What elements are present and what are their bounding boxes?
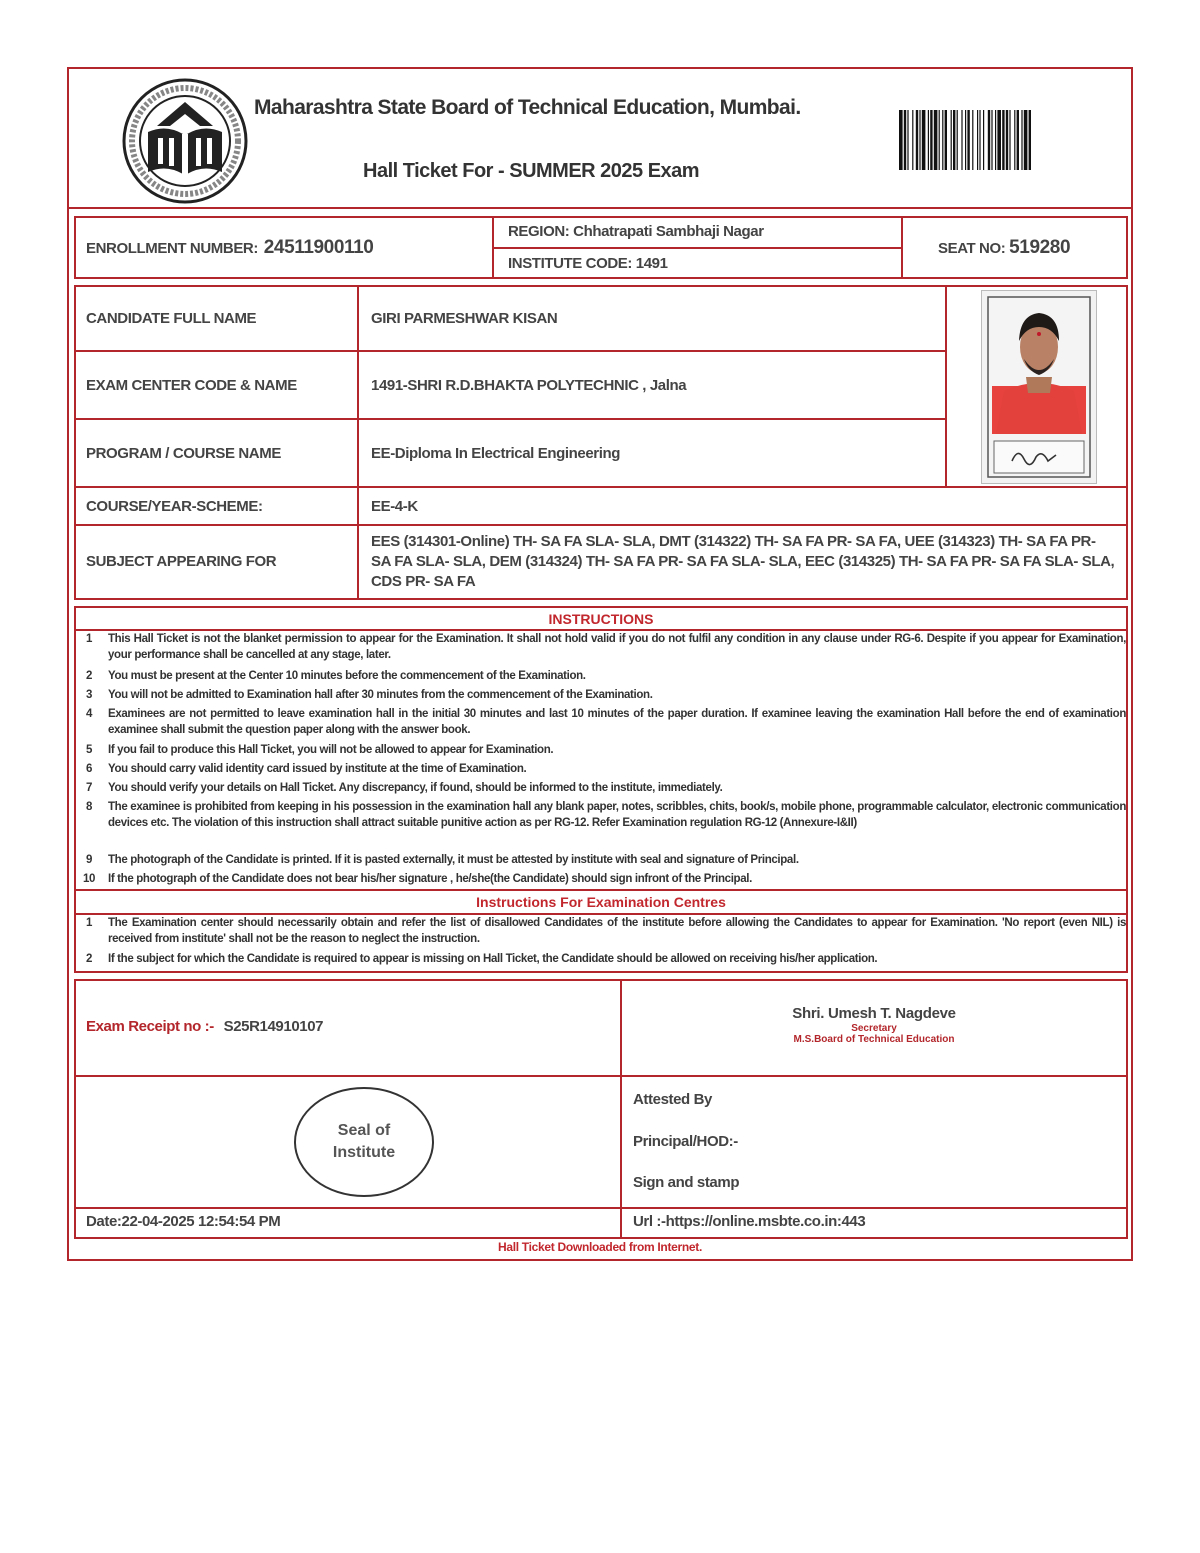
- barcode-bar: [1009, 110, 1010, 170]
- instructions-title: INSTRUCTIONS: [548, 611, 654, 627]
- table-row-label: PROGRAM / COURSE NAME: [86, 445, 281, 462]
- footer-row-divider: [74, 1207, 1128, 1209]
- centre-instructions-title: Instructions For Examination Centres: [476, 894, 726, 910]
- barcode-bar: [957, 110, 958, 170]
- instruction-number: 5: [85, 744, 93, 756]
- region-divider: [492, 247, 903, 249]
- exam-center: 1491-SHRI R.D.BHAKTA POLYTECHNIC , Jalna: [371, 377, 687, 394]
- instruction-text: You must be present at the Center 10 minutes before the commencement of the Examination.: [108, 670, 586, 682]
- instruction-item: [78, 707, 1128, 738]
- receipt-label: Exam Receipt no :-: [86, 1018, 214, 1035]
- barcode-bar: [1002, 110, 1004, 170]
- program-name: EE-Diploma In Electrical Engineering: [371, 445, 620, 462]
- instruction-item: [78, 688, 1128, 704]
- principal-hod: Principal/HOD:-: [633, 1133, 738, 1150]
- barcode-bar: [1006, 110, 1008, 170]
- instruction-text: Examinees are not permitted to leave examination hall in the initial 30 minutes and last 10 minutes of the paper duration. If examinee leaving the examination Hall before the end of examination examinee shall submit the question paper along with the answer book.: [108, 708, 1126, 736]
- enrollment-label: ENROLLMENT NUMBER:: [86, 240, 258, 257]
- header-divider: [67, 207, 1133, 209]
- table-row-divider: [74, 486, 1128, 488]
- barcode-bar: [979, 110, 980, 170]
- table-row-label: EXAM CENTER CODE & NAME: [86, 377, 297, 394]
- candidate-name: GIRI PARMESHWAR KISAN: [371, 310, 558, 327]
- board-name: Maharashtra State Board of Technical Education, Mumbai.: [254, 96, 801, 119]
- signatory-name: Shri. Umesh T. Nagdeve: [792, 1005, 956, 1022]
- institute-seal: [294, 1087, 434, 1197]
- region-value: Chhatrapati Sambhaji Nagar: [573, 223, 764, 240]
- instruction-text: You should verify your details on Hall Ticket. Any discrepancy, if found, should be informed to the institute, immediately.: [108, 782, 723, 794]
- instruction-item: [78, 762, 1128, 778]
- barcode-bar: [951, 110, 952, 170]
- instruction-number: 2: [85, 953, 93, 965]
- candidate-photo: [981, 290, 1097, 484]
- region-field: [508, 223, 764, 240]
- enrollment-value: 24511900110: [263, 237, 374, 258]
- sign-and-stamp: Sign and stamp: [633, 1174, 740, 1191]
- seat-label: SEAT NO:: [938, 240, 1006, 257]
- table-row-divider: [74, 524, 1128, 526]
- barcode-bar: [1024, 110, 1028, 170]
- instruction-text: If the photograph of the Candidate does not bear his/her signature , he/she(the Candidate) should sign infront of the Principal.: [108, 873, 752, 885]
- instruction-text: You will not be admitted to Examination hall after 30 minutes from the commencement of the Examination.: [108, 689, 653, 701]
- instruction-text: The Examination center should necessarily obtain and refer the list of disallowed Candidates of the institute before allowing the Candidates to appear for Examination. 'No report (even NIL) is received from institute' shall not be the reason to neglect the instruction.: [108, 917, 1126, 945]
- barcode-bar: [991, 110, 992, 170]
- barcode-bar: [997, 110, 1001, 170]
- barcode-bar: [953, 110, 955, 170]
- table-row-divider: [74, 418, 947, 420]
- photo-divider: [945, 285, 947, 488]
- seal-text: Seal of Institute: [332, 1122, 396, 1161]
- barcode-bar: [904, 110, 906, 170]
- region-label: REGION:: [508, 223, 570, 240]
- centre-title-divider: [74, 913, 1128, 915]
- barcode-bar: [916, 110, 918, 170]
- barcode-bar: [930, 110, 932, 170]
- barcode-bar: [965, 110, 966, 170]
- instruction-number: 8: [85, 801, 93, 813]
- instruction-item: [78, 800, 1128, 847]
- instruction-number: 1: [85, 633, 93, 645]
- barcode-bar: [919, 110, 920, 170]
- enrollment-field: [86, 237, 373, 259]
- course-scheme: EE-4-K: [371, 498, 418, 515]
- signatory-org: M.S.Board of Technical Education: [793, 1034, 955, 1045]
- exam-receipt: [86, 1018, 323, 1035]
- instruction-item: [78, 743, 1128, 759]
- barcode-bar: [1014, 110, 1015, 170]
- instruction-number: 7: [85, 782, 93, 794]
- barcode-bar: [907, 110, 908, 170]
- table-row-label: SUBJECT APPEARING FOR: [86, 553, 277, 570]
- instructions-title-divider: [74, 629, 1128, 631]
- download-date: Date:22-04-2025 12:54:54 PM: [86, 1213, 281, 1230]
- instruction-number: 6: [85, 763, 93, 775]
- seat-value: 519280: [1009, 237, 1071, 258]
- instruction-item: [78, 952, 1128, 968]
- barcode-bar: [942, 110, 943, 170]
- barcode-bar: [1017, 110, 1019, 170]
- barcode-bar: [988, 110, 990, 170]
- table-row-label: CANDIDATE FULL NAME: [86, 310, 257, 327]
- barcode-bar: [922, 110, 926, 170]
- barcode-bar: [945, 110, 947, 170]
- barcode-bar: [1029, 110, 1031, 170]
- barcode-bar: [983, 110, 984, 170]
- exam-title: Hall Ticket For - SUMMER 2025 Exam: [363, 160, 700, 182]
- barcode-bar: [1021, 110, 1022, 170]
- barcode-icon: [897, 110, 1117, 170]
- instruction-number: 4: [85, 708, 93, 720]
- barcode-bar: [934, 110, 938, 170]
- msbte-logo-icon: [120, 76, 250, 206]
- subjects: EES (314301-Online) TH- SA FA SLA- SLA, DMT (314322) TH- SA FA PR- SA FA, UEE (314323) TH- SA FA PR- SA FA SLA- SLA, DEM (314324) TH- SA FA PR- SA FA SLA- SLA, EEC (314325) TH- SA FA PR- SA FA SLA- SLA, CDS PR- SA FA: [371, 533, 1115, 590]
- instruction-item: [78, 632, 1128, 663]
- instruction-text: This Hall Ticket is not the blanket permission to appear for the Examination. It shall not hold valid if you do not fulfil any condition in any clause under RG-6. Despite if you appear for Examination, your performance shall be cancelled at any stage, later.: [108, 633, 1126, 661]
- barcode-bar: [928, 110, 929, 170]
- instruction-item: [78, 669, 1128, 685]
- institute-code-field: [508, 255, 668, 272]
- barcode-bar: [899, 110, 903, 170]
- table-row-divider: [74, 350, 947, 352]
- seat-field: [938, 237, 1070, 259]
- instructions-section-divider: [74, 889, 1128, 891]
- barcode-bar: [961, 110, 962, 170]
- barcode-bar: [912, 110, 913, 170]
- institute-code-label: INSTITUTE CODE:: [508, 255, 632, 272]
- source-url: Url :-https://online.msbte.co.in:443: [633, 1213, 866, 1230]
- institute-code-value: 1491: [635, 255, 668, 272]
- instruction-text: If the subject for which the Candidate is required to appear is missing on Hall Ticket, the Candidate should be allowed on receiving his/her application.: [108, 953, 878, 965]
- instruction-text: You should carry valid identity card issued by institute at the time of Examination.: [108, 763, 527, 775]
- instruction-text: The examinee is prohibited from keeping in his possession in the examination hall any blank paper, notes, scribbles, chits, book/s, mobile phone, programmable calculator, electronic communication devices etc. The violation of this instruction shall attract suitable punitive action as per RG-12. Refer Examination regulation RG-12 (Annexure-I&II): [108, 801, 1126, 829]
- attested-by: Attested By: [633, 1091, 712, 1108]
- receipt-value: S25R14910107: [223, 1018, 324, 1035]
- signatory-block: [622, 1005, 1126, 1045]
- instruction-number: 3: [85, 689, 93, 701]
- barcode-bar: [939, 110, 940, 170]
- barcode-bar: [995, 110, 996, 170]
- instruction-text: The photograph of the Candidate is printed. If it is pasted externally, it must be attested by institute with seal and signature of Principal.: [108, 854, 799, 866]
- barcode-bar: [967, 110, 969, 170]
- instruction-number: 9: [85, 854, 93, 866]
- downloaded-note: Hall Ticket Downloaded from Internet.: [497, 1240, 703, 1254]
- instruction-item: [78, 916, 1128, 947]
- table-col-divider: [357, 285, 359, 600]
- instruction-item: [78, 853, 1128, 869]
- instruction-number: 2: [85, 670, 93, 682]
- table-row-label: COURSE/YEAR-SCHEME:: [86, 498, 263, 515]
- instruction-number: 1: [85, 917, 93, 929]
- instruction-number: 10: [82, 873, 96, 885]
- instruction-item: [78, 781, 1128, 797]
- barcode-bar: [972, 110, 973, 170]
- instruction-item: [78, 872, 1128, 888]
- footer-row-divider: [74, 1075, 1128, 1077]
- barcode-bar: [977, 110, 978, 170]
- instruction-text: If you fail to produce this Hall Ticket, you will not be allowed to appear for Examination.: [108, 744, 554, 756]
- signatory-title: Secretary: [851, 1023, 897, 1034]
